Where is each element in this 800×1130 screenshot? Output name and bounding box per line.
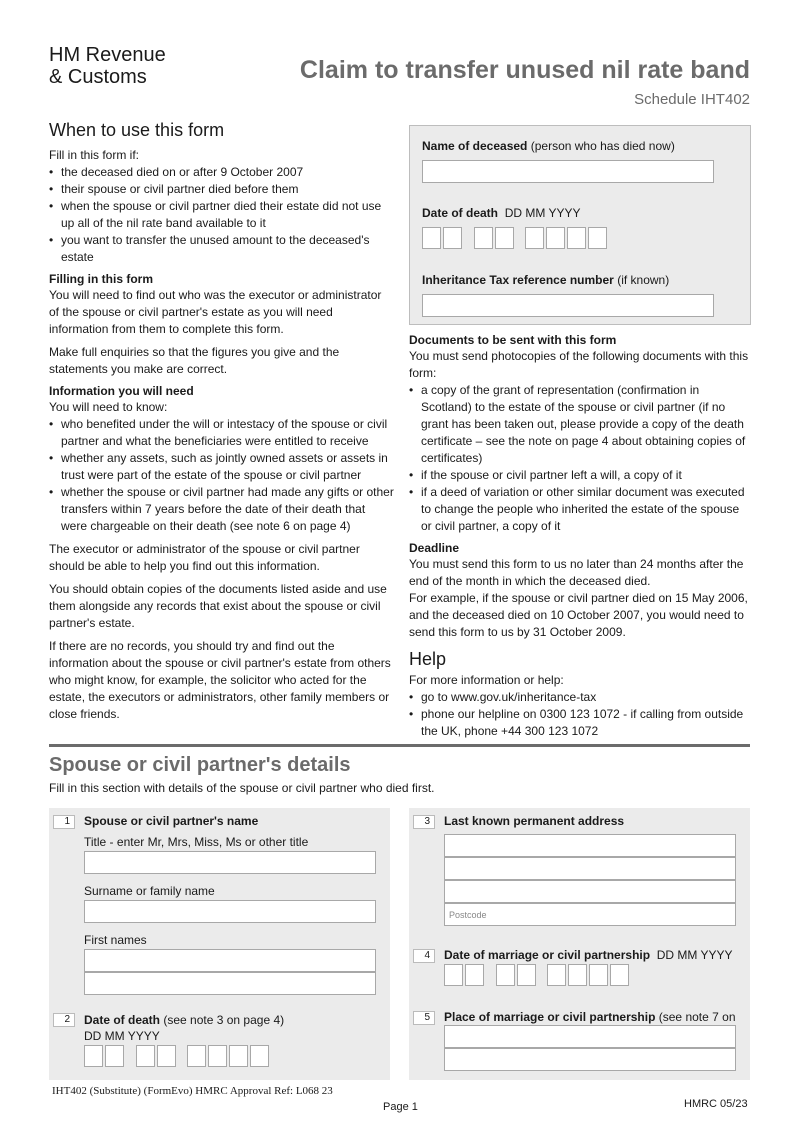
marriage-place-input-1[interactable]: [444, 1025, 736, 1048]
question-number: 2: [53, 1013, 75, 1027]
marriage-day-digit[interactable]: [465, 964, 484, 986]
help-list: [409, 689, 751, 740]
list-item: • a copy of the grant of representation (confirmation in Scotland) to the estate of the spouse or civil partner (if no grant has been taken out, please provide a copy of the death certificate – see the note on page 4 about obtaining copies of certificates): [409, 382, 751, 467]
documents-list: [409, 382, 751, 535]
guidance-column: [49, 120, 394, 729]
deadline-p1: You must send this form to us no later than 24 months after the end of the month in which the deceased died.: [409, 557, 744, 588]
list-item: • who benefited under the will or intestacy of the spouse or civil partner and what the beneficiaries were entitled to receive: [49, 416, 394, 450]
list-item: • you want to transfer the unused amount to the deceased's estate: [49, 232, 394, 266]
form-code: HMRC 05/23: [684, 1098, 748, 1110]
q2-format: DD MM YYYY: [84, 1029, 160, 1043]
list-item: • phone our helpline on 0300 123 1072 - if calling from outside the UK, phone +44 300 123 1072: [409, 706, 751, 740]
list-item: • go to www.gov.uk/inheritance-tax: [409, 689, 751, 706]
first-names-input-1[interactable]: [84, 949, 376, 972]
surname-input[interactable]: [84, 900, 376, 923]
deadline-heading: Deadline: [409, 541, 460, 555]
iht-ref-label: Inheritance Tax reference number (if known): [422, 273, 670, 287]
address-line-1[interactable]: [444, 834, 736, 857]
dod-year-digit[interactable]: [567, 227, 586, 249]
marriage-month-digit[interactable]: [496, 964, 515, 986]
dod-year-digit[interactable]: [208, 1045, 227, 1067]
marriage-year-digit[interactable]: [547, 964, 566, 986]
info-intro: You will need to know:: [49, 400, 168, 414]
title-hint: Title - enter Mr, Mrs, Miss, Ms or other title: [84, 835, 309, 849]
list-item: • if a deed of variation or other similar document was executed to change the people who inherited the estate of the spouse or civil partner, a copy of it: [409, 484, 751, 535]
postcode-placeholder: Postcode: [449, 910, 487, 920]
marriage-year-digit[interactable]: [589, 964, 608, 986]
info-p1: The executor or administrator of the spouse or civil partner should be able to help you find out this information.: [49, 542, 360, 573]
spouse-section-title: Spouse or civil partner's details: [49, 754, 351, 776]
dod-year-digit[interactable]: [187, 1045, 206, 1067]
when-list: [49, 164, 394, 266]
dod-year-digit[interactable]: [250, 1045, 269, 1067]
surname-label: Surname or family name: [84, 884, 215, 898]
list-item: • whether the spouse or civil partner had made any gifts or other transfers within 7 years before the date of their death that were chargeable on their death (see note 6 on page 4): [49, 484, 394, 535]
deceased-name-input[interactable]: [422, 160, 714, 183]
dod-year-digit[interactable]: [546, 227, 565, 249]
info-list: [49, 416, 394, 535]
dod-year-digit[interactable]: [229, 1045, 248, 1067]
title-input[interactable]: [84, 851, 376, 874]
dod-year-digit[interactable]: [525, 227, 544, 249]
question-number: 1: [53, 815, 75, 829]
section-divider: [49, 744, 750, 747]
hmrc-logo: [49, 44, 166, 88]
dod-day-digit[interactable]: [422, 227, 441, 249]
deceased-name-label: Name of deceased (person who has died now): [422, 139, 675, 153]
when-to-use-heading: When to use this form: [49, 120, 225, 140]
postcode-input[interactable]: [444, 903, 736, 926]
question-number: 3: [413, 815, 435, 829]
marriage-day-digit[interactable]: [444, 964, 463, 986]
marriage-year-digit[interactable]: [610, 964, 629, 986]
address-line-3[interactable]: [444, 880, 736, 903]
logo-line-1: HM Revenue: [49, 44, 166, 66]
info-heading: Information you will need: [49, 384, 194, 398]
dod-year-digit[interactable]: [588, 227, 607, 249]
address-line-2[interactable]: [444, 857, 736, 880]
dod-month-digit[interactable]: [495, 227, 514, 249]
page-number: Page 1: [383, 1101, 418, 1113]
dod-month-digit[interactable]: [136, 1045, 155, 1067]
spouse-right-panel: [409, 808, 750, 1080]
info-p3: If there are no records, you should try and find out the information about the spouse or civil partner's estate from others who might know, for example, the solicitor who acted for the estate, the executors or administrators, other family members or close friends.: [49, 639, 391, 721]
q4-label: Date of marriage or civil partnership DD MM YYYY: [444, 948, 733, 962]
list-item: • the deceased died on or after 9 October 2007: [49, 164, 394, 181]
documents-heading: Documents to be sent with this form: [409, 333, 617, 347]
spouse-left-panel: [49, 808, 390, 1080]
logo-line-2: & Customs: [49, 66, 147, 88]
deceased-details-panel: [409, 125, 751, 325]
help-heading: Help: [409, 649, 447, 669]
iht-ref-input[interactable]: [422, 294, 714, 317]
dod-day-digit[interactable]: [84, 1045, 103, 1067]
deceased-dod-label: Date of death DD MM YYYY: [422, 206, 581, 220]
documents-column: [409, 331, 751, 746]
q1-label: Spouse or civil partner's name: [84, 814, 259, 828]
dod-day-digit[interactable]: [105, 1045, 124, 1067]
q5-label: Place of marriage or civil partnership (see note 7 on: [444, 1010, 736, 1024]
list-item: • if the spouse or civil partner left a will, a copy of it: [409, 467, 751, 484]
filling-heading: Filling in this form: [49, 272, 153, 286]
documents-intro: You must send photocopies of the following documents with this form:: [409, 349, 749, 380]
filling-p2: Make full enquiries so that the figures you give and the statements you make are correct.: [49, 345, 340, 376]
deadline-p2: For example, if the spouse or civil partner died on 15 May 2006, and the deceased died on 10 October 2007, you would need to send this form to us by 31 October 2009.: [409, 591, 748, 639]
marriage-year-digit[interactable]: [568, 964, 587, 986]
list-item: • when the spouse or civil partner died their estate did not use up all of the nil rate band available to it: [49, 198, 394, 232]
list-item: • their spouse or civil partner died before them: [49, 181, 394, 198]
filling-p1: You will need to find out who was the executor or administrator of the spouse or civil partner's estate as you will need information from them to complete this form.: [49, 288, 382, 336]
list-item: • whether any assets, such as jointly owned assets or assets in trust were part of the estate of the spouse or civil partner: [49, 450, 394, 484]
first-names-input-2[interactable]: [84, 972, 376, 995]
dod-month-digit[interactable]: [157, 1045, 176, 1067]
form-title: Claim to transfer unused nil rate band: [299, 56, 750, 84]
dod-month-digit[interactable]: [474, 227, 493, 249]
help-intro: For more information or help:: [409, 673, 564, 687]
q2-label: Date of death (see note 3 on page 4): [84, 1013, 285, 1027]
question-number: 5: [413, 1011, 435, 1025]
when-intro: Fill in this form if:: [49, 148, 140, 162]
marriage-place-input-2[interactable]: [444, 1048, 736, 1071]
first-names-label: First names: [84, 933, 147, 947]
question-number: 4: [413, 949, 435, 963]
info-p2: You should obtain copies of the documents listed aside and use them alongside any records that exist about the spouse or civil partner's estate.: [49, 582, 387, 630]
dod-day-digit[interactable]: [443, 227, 462, 249]
marriage-month-digit[interactable]: [517, 964, 536, 986]
q3-label: Last known permanent address: [444, 814, 625, 828]
schedule-label: Schedule IHT402: [634, 91, 750, 108]
footer-ref: IHT402 (Substitute) (FormEvo) HMRC Approval Ref: L068 23: [52, 1085, 333, 1097]
spouse-section-intro: Fill in this section with details of the spouse or civil partner who died first.: [49, 781, 435, 795]
